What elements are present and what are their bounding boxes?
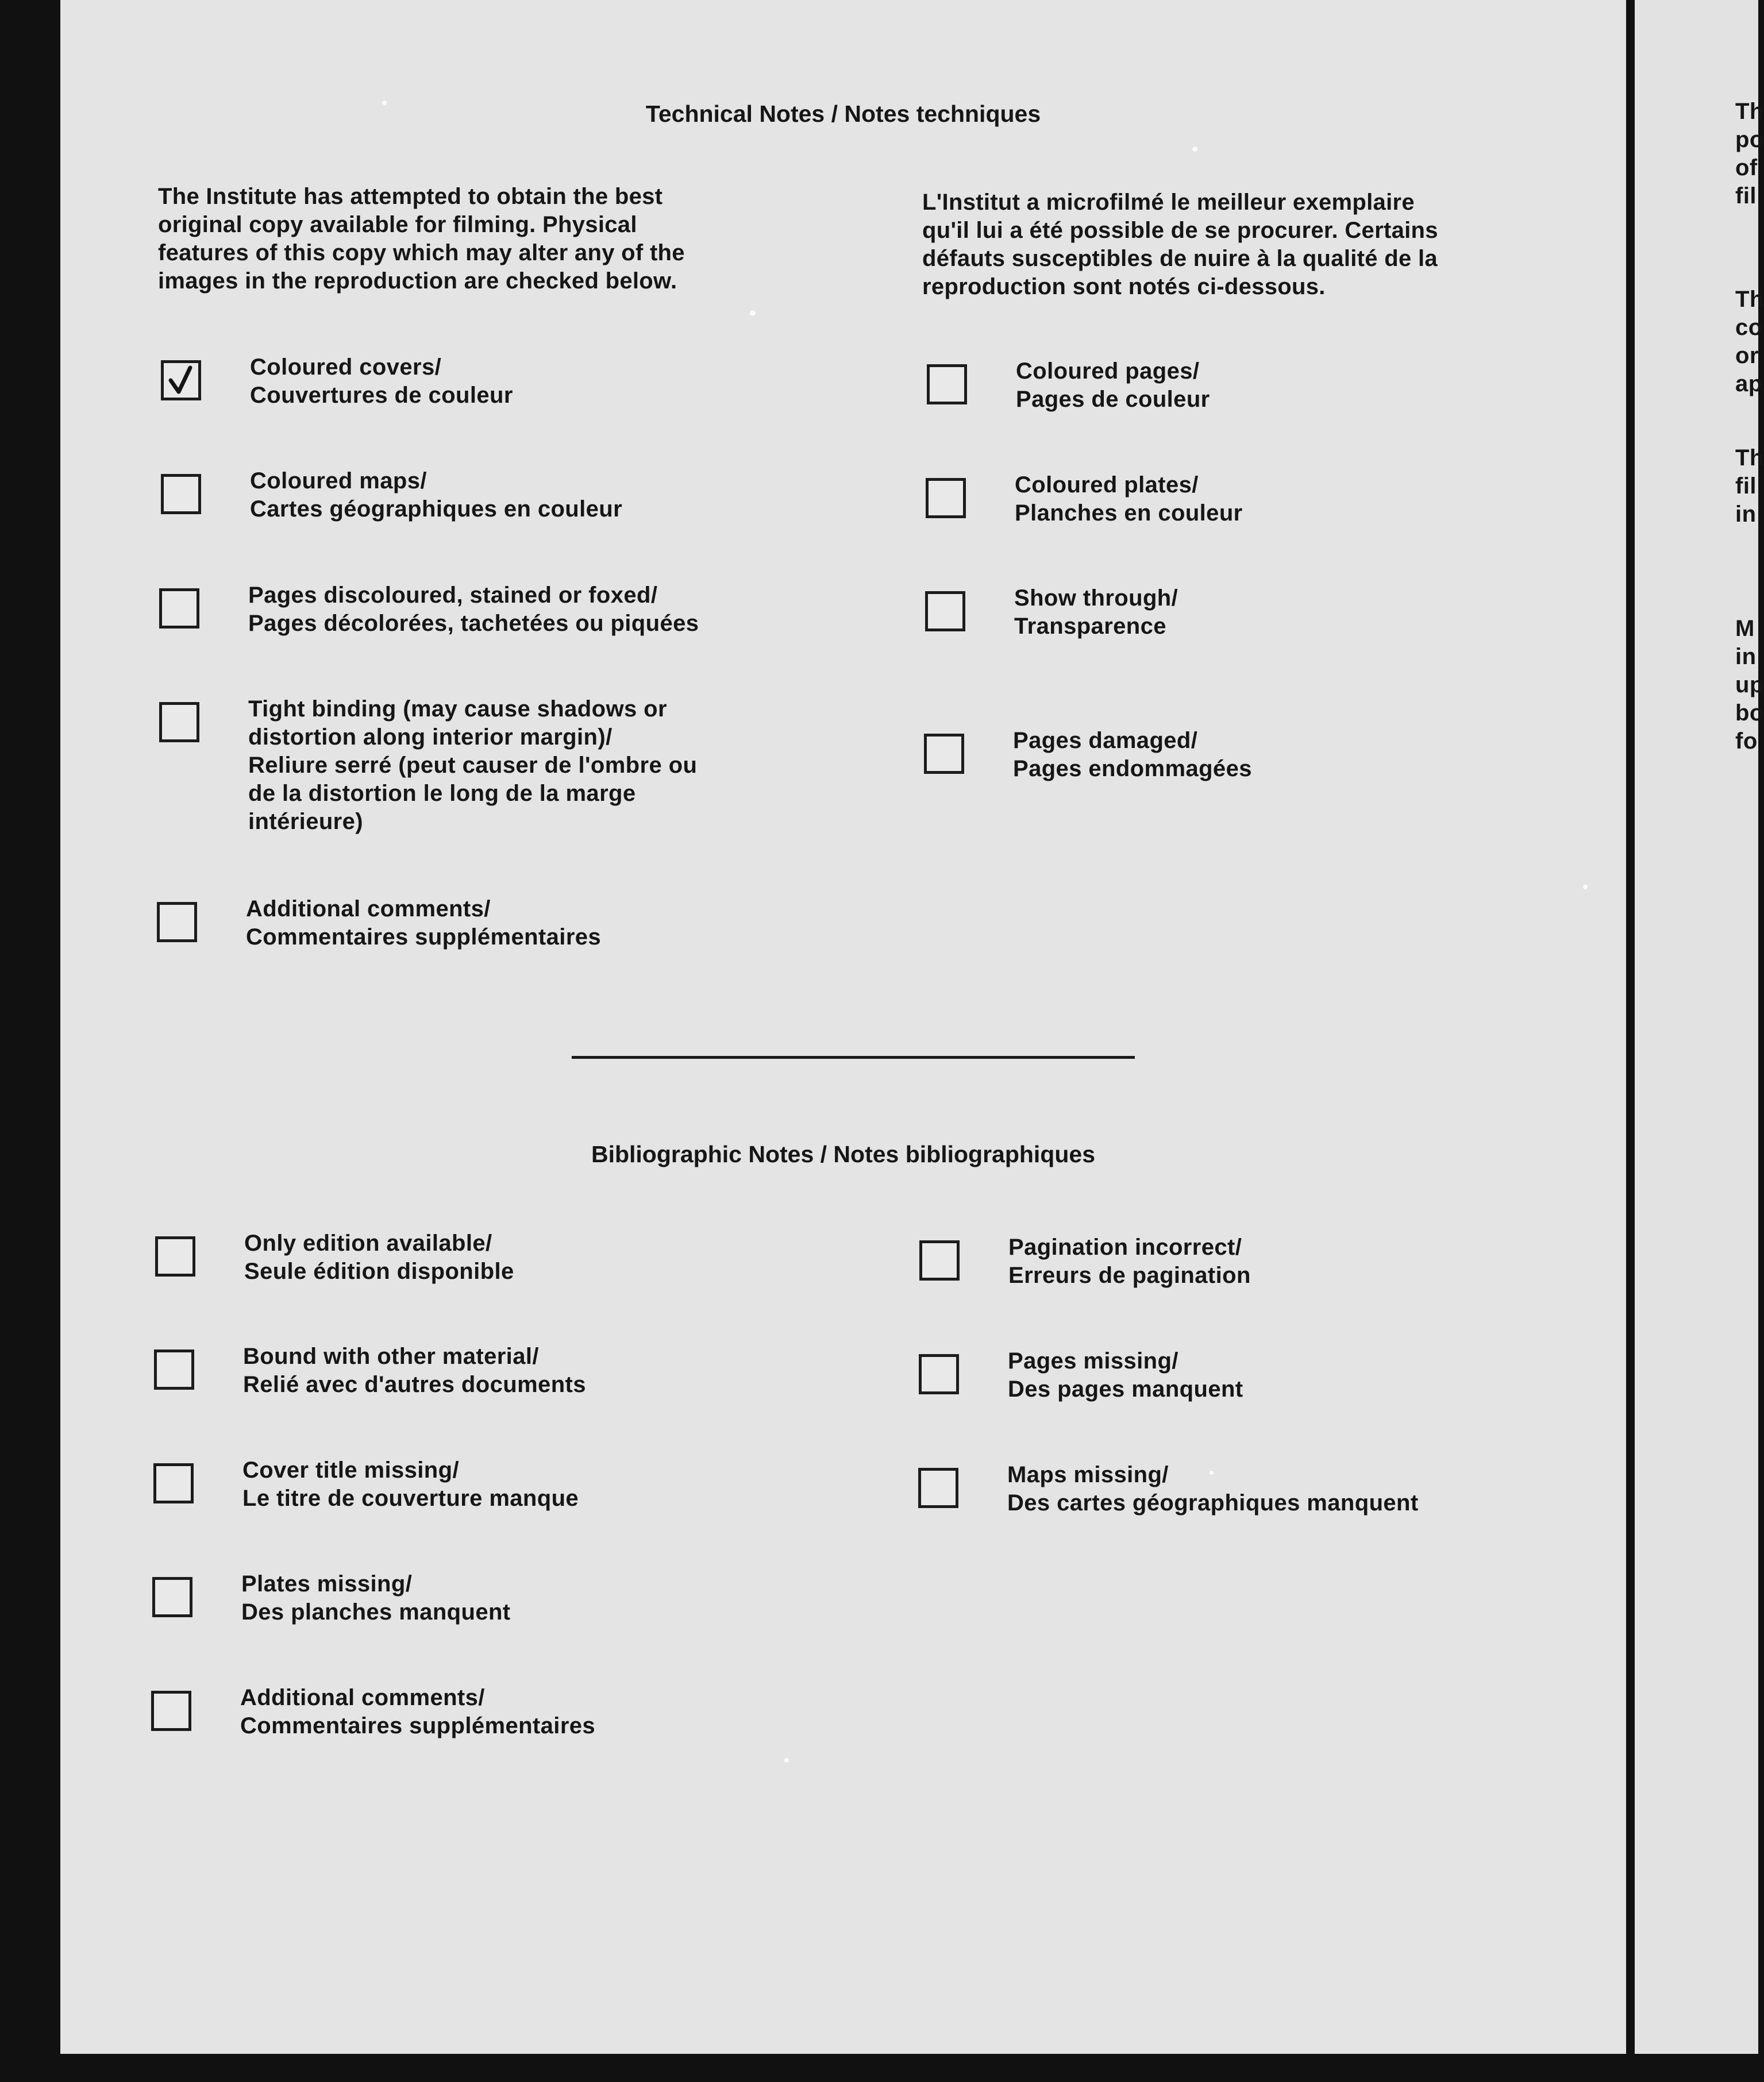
intro-fr-line: défauts susceptibles de nuire à la qualité de la	[922, 246, 1438, 271]
only-edition-checkbox[interactable]	[155, 1236, 195, 1277]
adjacent-text-fragment: M in up bo fo	[1735, 616, 1764, 754]
tight-binding-label: Tight binding (may cause shadows or distortion along interior margin)/ Reliure serré (peut causer de l'ombre ou de la distortion le long de la marge intérieure)	[248, 696, 698, 834]
bound-with-checkbox[interactable]	[154, 1350, 194, 1390]
intro-french	[922, 188, 1623, 301]
pages-discoloured-checkbox[interactable]	[159, 588, 199, 629]
cover-title-missing-label: Cover title missing/ Le titre de couverture manque	[242, 1458, 579, 1511]
intro-english	[158, 183, 848, 295]
section-divider	[572, 1056, 1135, 1059]
coloured-maps-checkbox[interactable]	[161, 474, 201, 514]
film-speck	[784, 1758, 789, 1763]
bibliographic-additional-comments-checkbox[interactable]	[151, 1691, 191, 1731]
pages-missing-label: Pages missing/ Des pages manquent	[1008, 1348, 1243, 1402]
intro-fr-line: L'Institut a microfilmé le meilleur exemplaire	[922, 190, 1415, 215]
pages-discoloured-label: Pages discoloured, stained or foxed/ Pages décolorées, tachetées ou piquées	[248, 583, 699, 636]
bibliographic-notes-heading: Bibliographic Notes / Notes bibliographiques	[591, 1141, 1095, 1167]
coloured-covers-label: Coloured covers/ Couvertures de couleur	[250, 354, 513, 408]
plates-missing-label: Plates missing/ Des planches manquent	[241, 1571, 511, 1625]
coloured-maps-label: Coloured maps/ Cartes géographiques en couleur	[250, 468, 623, 522]
tight-binding-checkbox[interactable]	[159, 702, 199, 742]
technical-additional-comments-label: Additional comments/ Commentaires supplémentaires	[246, 896, 602, 950]
cover-title-missing-checkbox[interactable]	[153, 1463, 194, 1503]
pages-damaged-checkbox[interactable]	[924, 734, 964, 774]
intro-fr-line: qu'il lui a été possible de se procurer. Certains	[922, 218, 1438, 243]
maps-missing-checkbox[interactable]	[918, 1468, 958, 1508]
pagination-incorrect-checkbox[interactable]	[919, 1240, 960, 1281]
checkmark-icon	[165, 364, 197, 396]
intro-fr-line: reproduction sont notés ci-dessous.	[922, 274, 1326, 299]
film-speck	[1192, 146, 1197, 152]
adjacent-text-fragment: Th co or ap	[1735, 287, 1764, 396]
notes-page	[60, 0, 1626, 2054]
coloured-pages-checkbox[interactable]	[927, 364, 967, 404]
bound-with-label: Bound with other material/ Relié avec d'autres documents	[243, 1344, 586, 1397]
show-through-checkbox[interactable]	[925, 591, 965, 631]
pages-damaged-label: Pages damaged/ Pages endommagées	[1013, 728, 1252, 781]
maps-missing-label: Maps missing/ Des cartes géographiques manquent	[1007, 1462, 1419, 1516]
technical-additional-comments-checkbox[interactable]	[157, 902, 197, 942]
technical-notes-heading: Technical Notes / Notes techniques	[645, 101, 1041, 127]
only-edition-label: Only edition available/ Seule édition disponible	[244, 1231, 514, 1284]
coloured-plates-label: Coloured plates/ Planches en couleur	[1015, 472, 1243, 526]
adjacent-page-edge	[1635, 0, 1764, 2054]
coloured-pages-label: Coloured pages/ Pages de couleur	[1016, 358, 1210, 412]
film-speck	[382, 101, 387, 105]
coloured-plates-checkbox[interactable]	[926, 478, 966, 518]
intro-en-line: original copy available for filming. Physical	[158, 212, 637, 237]
coloured-covers-checkbox[interactable]	[161, 360, 201, 400]
adjacent-text-fragment: Th fil in	[1735, 445, 1764, 527]
plates-missing-checkbox[interactable]	[152, 1577, 192, 1617]
pagination-incorrect-label: Pagination incorrect/ Erreurs de pagination	[1008, 1235, 1251, 1288]
intro-en-line: images in the reproduction are checked below.	[158, 268, 677, 294]
film-speck	[1583, 885, 1588, 889]
pages-missing-checkbox[interactable]	[919, 1354, 959, 1394]
film-speck	[1210, 1471, 1214, 1475]
intro-en-line: features of this copy which may alter any of the	[158, 240, 685, 265]
adjacent-text-fragment: Th po of fil	[1735, 99, 1764, 209]
film-speck	[750, 310, 756, 316]
show-through-label: Show through/ Transparence	[1014, 585, 1178, 639]
bibliographic-additional-comments-label: Additional comments/ Commentaires supplémentaires	[240, 1685, 596, 1738]
intro-en-line: The Institute has attempted to obtain the best	[158, 184, 663, 209]
